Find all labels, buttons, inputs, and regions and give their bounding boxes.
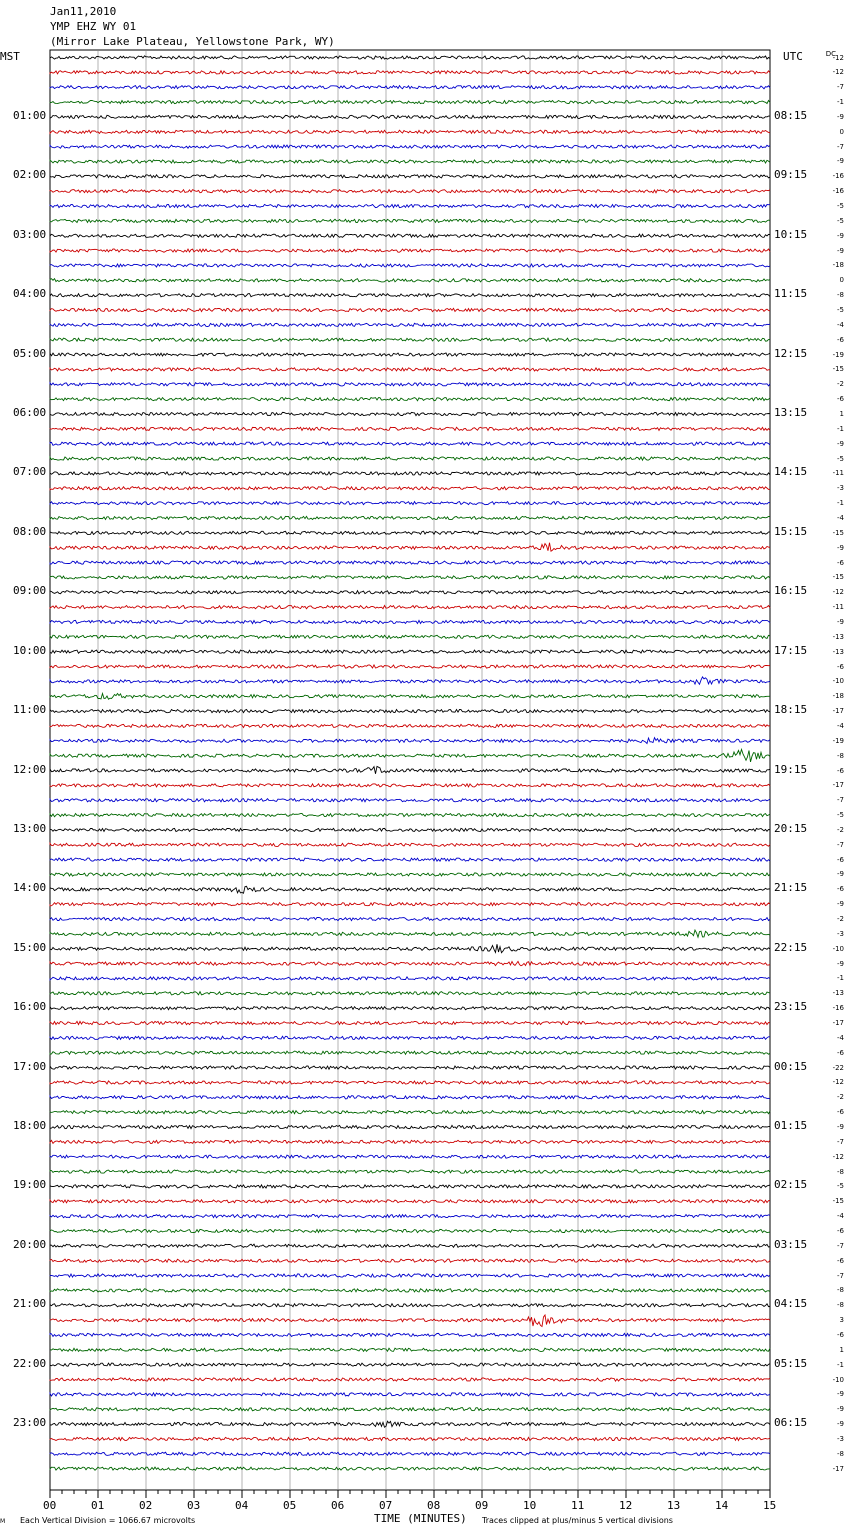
dc-offset-label: -4 — [837, 1212, 844, 1221]
dc-offset-label: -2 — [837, 380, 844, 389]
dc-offset-label: -9 — [837, 246, 844, 255]
left-hour-label: 03:00 — [13, 227, 47, 241]
dc-offset-label: -3 — [837, 929, 844, 938]
right-hour-label: 06:15 — [774, 1416, 808, 1430]
dc-offset-label: -8 — [837, 1167, 844, 1176]
dc-offset-label: -4 — [837, 513, 844, 522]
dc-offset-label: -15 — [832, 1197, 844, 1206]
dc-offset-label: -2 — [837, 915, 844, 924]
trace-line — [50, 1155, 770, 1158]
dc-offset-label: -18 — [832, 261, 844, 270]
right-hour-label: 02:15 — [774, 1178, 808, 1192]
trace-line — [50, 1229, 770, 1232]
trace-line — [50, 1393, 770, 1396]
trace-line — [50, 219, 770, 222]
trace-line — [50, 323, 770, 326]
dc-offset-label: -9 — [837, 1405, 844, 1414]
clip-note: Traces clipped at plus/minus 5 vertical divisions — [482, 1516, 673, 1525]
trace-line — [50, 886, 770, 893]
dc-offset-label: -6 — [837, 855, 844, 864]
x-tick-label: 15 — [763, 1499, 777, 1512]
right-timezone-label: UTC — [783, 50, 803, 63]
dc-offset-label: -17 — [832, 1464, 844, 1473]
dc-offset-label: -5 — [837, 216, 844, 225]
dc-offset-label: -4 — [837, 721, 844, 730]
dc-offset-label: -1 — [837, 974, 844, 983]
trace-line — [50, 918, 770, 921]
trace-line — [50, 1304, 770, 1307]
left-hour-label: 08:00 — [13, 524, 47, 538]
trace-line — [50, 101, 770, 104]
trace-line — [50, 858, 770, 861]
trace-line — [50, 814, 770, 817]
x-tick-label: 13 — [667, 1499, 681, 1512]
dc-offset-label: -10 — [832, 1375, 844, 1384]
left-hour-label: 16:00 — [13, 1000, 47, 1014]
trace-line — [50, 650, 770, 653]
dc-offset-label: -3 — [837, 1434, 844, 1443]
dc-offset-label: -9 — [837, 439, 844, 448]
trace-line — [50, 412, 770, 415]
station-location: (Mirror Lake Plateau, Yellowstone Park, WY) — [50, 35, 335, 48]
trace-line — [50, 749, 770, 762]
trace-line — [50, 160, 770, 163]
x-tick-label: 09 — [475, 1499, 489, 1512]
dc-offset-label: -12 — [832, 68, 844, 77]
dc-offset-label: -1 — [837, 499, 844, 508]
dc-offset-label: -16 — [832, 172, 844, 181]
trace-line — [50, 677, 770, 684]
dc-offset-label: -6 — [837, 1256, 844, 1265]
right-hour-label: 01:15 — [774, 1119, 808, 1132]
dc-offset-label: -9 — [837, 112, 844, 121]
trace-line — [50, 175, 770, 178]
trace-line — [50, 992, 770, 995]
trace-line — [50, 383, 770, 386]
trace-line — [50, 724, 770, 727]
dc-offset-label: -9 — [837, 543, 844, 552]
dc-offset-label: -9 — [837, 1390, 844, 1399]
x-tick-label: 05 — [283, 1499, 297, 1512]
right-hour-label: 05:15 — [774, 1356, 808, 1370]
dc-offset-label: -15 — [832, 573, 844, 582]
dc-offset-label: -12 — [832, 1078, 844, 1087]
left-hour-label: 04:00 — [13, 287, 47, 301]
left-hour-label: 05:00 — [13, 346, 47, 360]
left-hour-label: 21:00 — [13, 1297, 47, 1311]
trace-line — [50, 1348, 770, 1351]
dc-offset-label: -10 — [832, 677, 844, 686]
right-hour-label: 12:15 — [774, 346, 808, 360]
x-tick-label: 08 — [427, 1499, 441, 1512]
right-hour-label: 09:15 — [774, 168, 808, 182]
dc-offset-label: -8 — [837, 1286, 844, 1295]
trace-line — [50, 308, 770, 311]
dc-offset-label: -9 — [837, 1123, 844, 1131]
left-hour-label: 01:00 — [13, 108, 47, 122]
left-hour-label: 10:00 — [13, 643, 47, 657]
right-hour-label: 16:15 — [774, 584, 808, 598]
dc-offset-label: -9 — [837, 617, 844, 626]
trace-line — [50, 279, 770, 282]
dc-offset-label: -6 — [837, 1108, 844, 1117]
trace-line — [50, 543, 770, 552]
trace-line — [50, 873, 770, 876]
trace-line — [50, 738, 770, 744]
trace-line — [50, 1140, 770, 1143]
trace-line — [50, 502, 770, 505]
left-hour-label: 14:00 — [13, 881, 47, 895]
trace-line — [50, 977, 770, 980]
right-hour-label: 17:15 — [774, 643, 808, 657]
dc-offset-label: -6 — [837, 1226, 844, 1235]
dc-offset-label: -12 — [832, 53, 844, 62]
trace-line — [50, 234, 770, 237]
trace-line — [50, 606, 770, 609]
trace-line — [50, 1066, 770, 1069]
trace-line — [50, 1036, 770, 1039]
x-tick-label: 01 — [91, 1499, 105, 1512]
x-tick-label: 02 — [139, 1499, 153, 1512]
dc-offset-label: -8 — [837, 1301, 844, 1310]
dc-label: DC — [825, 50, 836, 58]
trace-line — [50, 784, 770, 787]
trace-line — [50, 1021, 770, 1024]
trace-line — [50, 843, 770, 846]
trace-line — [50, 1363, 770, 1366]
dc-offset-label: -5 — [837, 202, 844, 211]
left-hour-label: 23:00 — [13, 1416, 47, 1430]
dc-offset-label: -10 — [832, 944, 844, 953]
trace-line — [50, 1259, 770, 1262]
dc-offset-label: -4 — [837, 1033, 844, 1042]
trace-line — [50, 1421, 770, 1427]
dc-offset-label: -1 — [837, 1360, 844, 1369]
dc-offset-label: -7 — [837, 1137, 844, 1146]
trace-line — [50, 710, 770, 713]
trace-line — [50, 487, 770, 490]
left-hour-label: 15:00 — [13, 940, 47, 954]
dc-offset-label: -15 — [832, 528, 844, 537]
x-tick-label: 07 — [379, 1499, 393, 1512]
dc-offset-label: -5 — [837, 306, 844, 315]
trace-line — [50, 1215, 770, 1218]
dc-offset-label: -8 — [837, 1449, 844, 1458]
right-hour-label: 08:15 — [774, 108, 808, 122]
dc-offset-label: -7 — [837, 796, 844, 805]
dc-offset-label: -13 — [832, 632, 844, 641]
dc-offset-label: -11 — [832, 603, 844, 612]
trace-line — [50, 249, 770, 252]
dc-offset-label: -9 — [837, 900, 844, 909]
trace-line — [50, 903, 770, 906]
dc-offset-label: -6 — [837, 335, 844, 344]
trace-line — [50, 944, 770, 953]
trace-line — [50, 1452, 770, 1455]
trace-line — [50, 766, 770, 773]
dc-offset-label: -6 — [837, 1330, 844, 1339]
dc-offset-label: -12 — [832, 588, 844, 597]
dc-offset-label: -2 — [837, 825, 844, 834]
left-hour-label: 02:00 — [13, 168, 47, 182]
trace-line — [50, 1315, 770, 1327]
trace-line — [50, 576, 770, 579]
trace-line — [50, 591, 770, 594]
station-name: YMP EHZ WY 01 — [50, 20, 137, 33]
right-hour-label: 15:15 — [774, 524, 808, 538]
trace-line — [50, 1437, 770, 1440]
dc-offset-label: -5 — [837, 1182, 844, 1191]
dc-offset-label: -9 — [837, 959, 844, 968]
dc-offset-label: -7 — [837, 142, 844, 151]
trace-line — [50, 264, 770, 267]
trace-line — [50, 1408, 770, 1411]
left-hour-label: 09:00 — [13, 584, 47, 598]
dc-offset-label: -19 — [832, 350, 844, 359]
trace-line — [50, 1274, 770, 1277]
right-hour-label: 03:15 — [774, 1237, 808, 1251]
trace-line — [50, 398, 770, 401]
trace-line — [50, 620, 770, 623]
left-hour-label: 07:00 — [13, 465, 47, 479]
right-hour-label: 14:15 — [774, 465, 808, 479]
dc-offset-label: 0 — [839, 127, 844, 136]
dc-offset-label: -5 — [837, 454, 844, 463]
right-hour-label: 20:15 — [774, 821, 808, 835]
trace-line — [50, 442, 770, 445]
dc-offset-label: -7 — [837, 1271, 844, 1280]
trace-line — [50, 1378, 770, 1381]
trace-line — [50, 86, 770, 89]
trace-line — [50, 1185, 770, 1188]
scale-note: Each Vertical Division = 1066.67 microvolts — [20, 1516, 196, 1525]
x-tick-label: 11 — [571, 1499, 585, 1512]
trace-line — [50, 561, 770, 564]
trace-line — [50, 368, 770, 371]
left-hour-label: 22:00 — [13, 1356, 47, 1370]
dc-offset-label: -16 — [832, 187, 844, 196]
trace-line — [50, 961, 770, 965]
left-hour-label: 13:00 — [13, 821, 47, 835]
right-hour-label: 19:15 — [774, 762, 808, 776]
dc-offset-label: -13 — [832, 647, 844, 656]
trace-line — [50, 205, 770, 208]
dc-offset-label: -1 — [837, 98, 844, 107]
trace-line — [50, 1333, 770, 1336]
right-hour-label: 11:15 — [774, 287, 808, 301]
trace-line — [50, 56, 770, 59]
trace-line — [50, 472, 770, 475]
trace-line — [50, 665, 770, 668]
x-tick-label: 00 — [43, 1499, 57, 1512]
trace-line — [50, 799, 770, 802]
trace-line — [50, 427, 770, 430]
trace-line — [50, 338, 770, 341]
trace-line — [50, 1200, 770, 1203]
dc-offset-label: -22 — [832, 1063, 844, 1072]
right-hour-label: 00:15 — [774, 1059, 808, 1073]
dc-offset-label: -9 — [837, 870, 844, 879]
trace-line — [50, 1081, 770, 1084]
dc-offset-label: -15 — [832, 365, 844, 374]
dc-offset-label: -13 — [832, 989, 844, 998]
chart-date: Jan11,2010 — [50, 5, 117, 18]
trace-line — [50, 294, 770, 297]
trace-line — [50, 635, 770, 638]
dc-offset-label: -6 — [837, 558, 844, 567]
dc-offset-label: -8 — [837, 291, 844, 300]
x-tick-label: 04 — [235, 1499, 249, 1512]
trace-line — [50, 353, 770, 356]
trace-line — [50, 130, 770, 133]
left-hour-label: 06:00 — [13, 406, 47, 419]
trace-line — [50, 694, 770, 700]
left-hour-label: 20:00 — [13, 1237, 47, 1251]
dc-offset-label: -16 — [832, 1004, 844, 1013]
trace-line — [50, 115, 770, 118]
dc-offset-label: 1 — [839, 1345, 844, 1354]
dc-offset-label: -5 — [837, 811, 844, 820]
trace-line — [50, 828, 770, 831]
dc-offset-label: 0 — [839, 276, 844, 285]
x-tick-label: 03 — [187, 1499, 201, 1512]
right-hour-label: 21:15 — [774, 881, 808, 895]
dc-offset-label: -3 — [837, 484, 844, 493]
dc-offset-label: -17 — [832, 1019, 844, 1028]
trace-line — [50, 1125, 770, 1128]
left-timezone-label: MST — [0, 50, 20, 63]
dc-offset-label: -9 — [837, 1420, 844, 1429]
left-hour-label: 12:00 — [13, 762, 47, 776]
dc-offset-label: -6 — [837, 662, 844, 671]
dc-offset-label: -4 — [837, 320, 844, 329]
trace-line — [50, 1170, 770, 1173]
left-hour-label: 17:00 — [13, 1059, 47, 1073]
dc-offset-label: -11 — [832, 469, 844, 478]
trace-line — [50, 516, 770, 519]
trace-line — [50, 1289, 770, 1292]
trace-line — [50, 1111, 770, 1114]
dc-offset-label: -7 — [837, 83, 844, 92]
trace-line — [50, 145, 770, 148]
dc-offset-label: -17 — [832, 707, 844, 716]
trace-line — [50, 1467, 770, 1470]
dc-offset-label: -17 — [832, 781, 844, 790]
dc-offset-label: -6 — [837, 885, 844, 894]
dc-offset-label: -6 — [837, 1048, 844, 1057]
dc-offset-label: 1 — [839, 410, 844, 418]
dc-offset-label: 3 — [839, 1316, 844, 1325]
x-axis-label: TIME (MINUTES) — [374, 1512, 467, 1525]
dc-offset-label: -19 — [832, 736, 844, 745]
dc-offset-label: -7 — [837, 840, 844, 849]
right-hour-label: 23:15 — [774, 1000, 808, 1014]
dc-offset-label: -18 — [832, 692, 844, 701]
trace-line — [50, 457, 770, 460]
right-hour-label: 04:15 — [774, 1297, 808, 1311]
left-hour-label: 18:00 — [13, 1119, 47, 1132]
dc-offset-label: -1 — [837, 424, 844, 433]
dc-offset-label: -7 — [837, 1241, 844, 1250]
trace-line — [50, 71, 770, 74]
dc-offset-label: -8 — [837, 751, 844, 760]
trace-line — [50, 1244, 770, 1247]
dc-offset-label: -9 — [837, 231, 844, 240]
right-hour-label: 13:15 — [774, 406, 808, 419]
x-tick-label: 06 — [331, 1499, 345, 1512]
trace-line — [50, 1096, 770, 1099]
right-hour-label: 22:15 — [774, 940, 808, 954]
x-tick-label: 14 — [715, 1499, 729, 1512]
dc-offset-label: -6 — [837, 395, 844, 404]
x-tick-label: 12 — [619, 1499, 633, 1512]
dc-offset-label: -6 — [837, 766, 844, 775]
dc-offset-label: -12 — [832, 1152, 844, 1161]
trace-line — [50, 1007, 770, 1010]
trace-line — [50, 930, 770, 937]
left-hour-label: 11:00 — [13, 703, 47, 717]
left-hour-label: 19:00 — [13, 1178, 47, 1192]
trace-line — [50, 190, 770, 193]
trace-line — [50, 531, 770, 534]
right-hour-label: 10:15 — [774, 227, 808, 241]
corner-mark: M — [0, 1518, 6, 1525]
dc-offset-label: -9 — [837, 157, 844, 166]
x-tick-label: 10 — [523, 1499, 537, 1512]
trace-line — [50, 1051, 770, 1054]
dc-offset-label: -2 — [837, 1093, 844, 1102]
right-hour-label: 18:15 — [774, 703, 808, 717]
